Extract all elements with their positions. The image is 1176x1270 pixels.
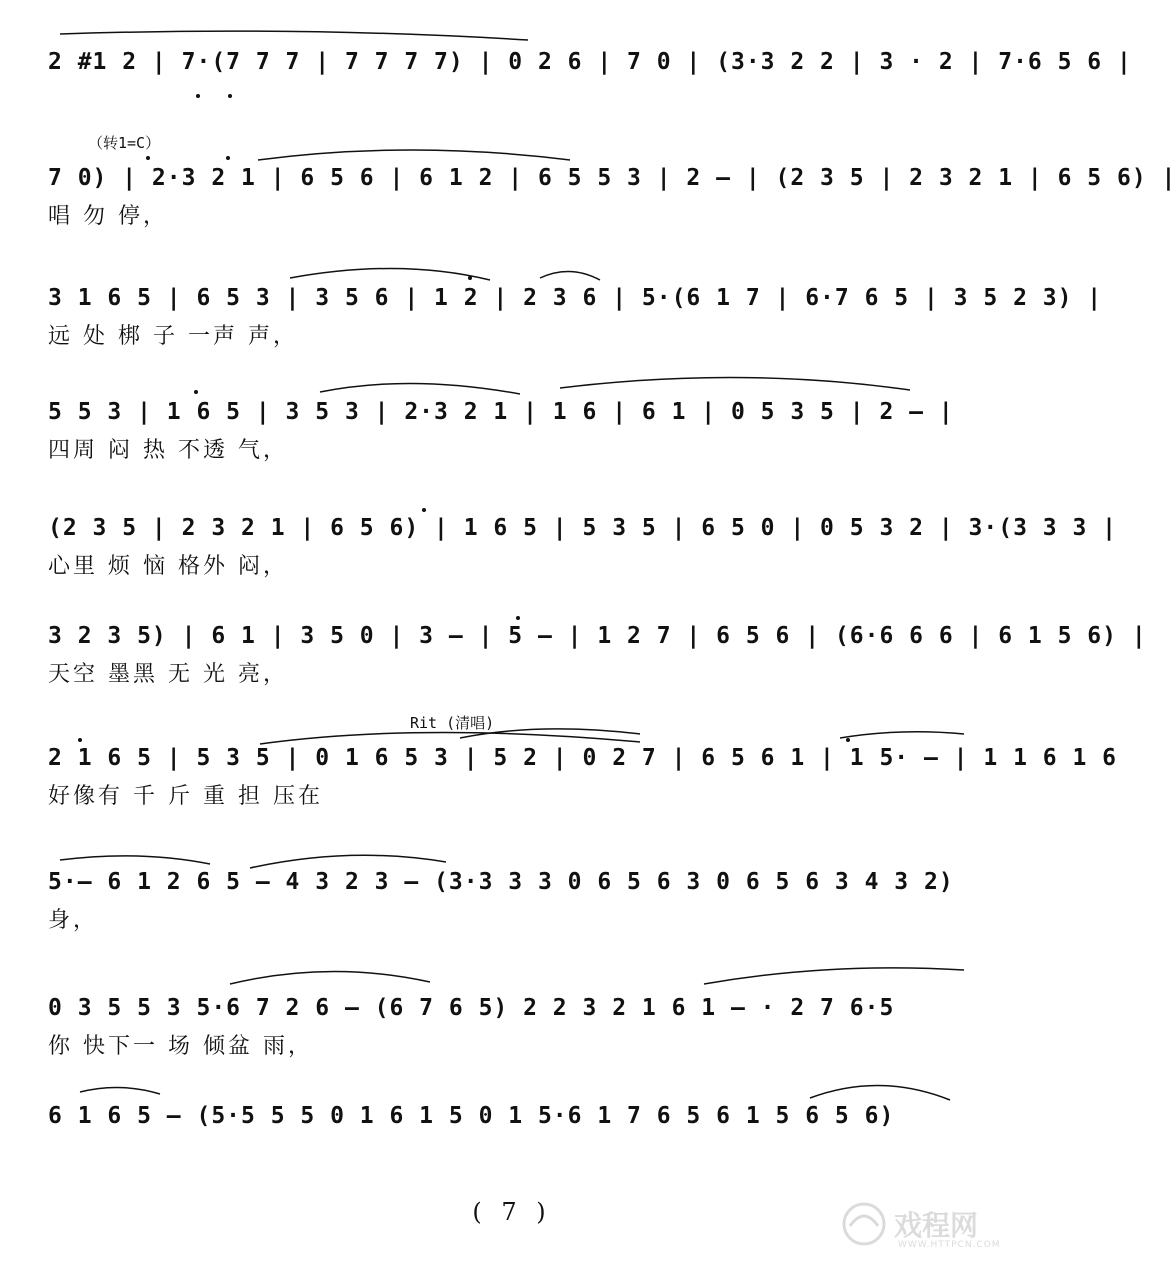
slur: [290, 268, 490, 280]
octave-dot: [226, 156, 230, 160]
notation-line: 6 1 6 5 — (5·5 5 5 0 1 6 1 5 0 1 5·6 1 7 6 5 6 1 5 6 5 6): [48, 1103, 895, 1129]
octave-dot: [194, 390, 198, 394]
slur: [230, 971, 430, 984]
slur: [560, 377, 910, 390]
notation-line: 3 2 3 5) | 6 1 | 3 5 0 | 3 — | 5 — | 1 2 7 | 6 5 6 | (6·6 6 6 | 6 1 5 6) |: [48, 623, 1147, 649]
lyrics-line: 四周 闷 热 不透 气，: [48, 438, 288, 463]
notation-line: 5·— 6 1 2 6 5 — 4 3 2 3 — (3·3 3 3 0 6 5 6 3 0 6 5 6 3 4 3 2): [48, 869, 954, 895]
octave-dot: [846, 738, 850, 742]
slur: [320, 383, 520, 394]
octave-dot: [422, 508, 426, 512]
slur: [540, 271, 600, 280]
slur: [810, 1085, 950, 1100]
slur: [80, 1087, 160, 1094]
watermark-logo-icon: [836, 1196, 892, 1252]
notation-line: 7 0) | 2·3 2 1 | 6 5 6 | 6 1 2 | 6 5 5 3 | 2 — | (2 3 5 | 2 3 2 1 | 6 5 6) |: [48, 165, 1176, 191]
lyrics-line: 心里 烦 恼 格外 闷，: [48, 554, 288, 579]
octave-dot: [146, 156, 150, 160]
lyrics-line: 远 处 梆 子 一声 声，: [48, 324, 298, 349]
page-number: ( 7 ): [472, 1198, 552, 1226]
notation-line: 3 1 6 5 | 6 5 3 | 3 5 6 | 1 2 | 2 3 6 | 5·(6 1 7 | 6·7 6 5 | 3 5 2 3) |: [48, 285, 1103, 311]
site-watermark: [836, 1192, 1016, 1262]
slur: [258, 150, 570, 160]
slur: [60, 856, 210, 864]
notation-line: 0 3 5 5 3 5·6 7 2 6 — (6 7 6 5) 2 2 3 2 1 6 1 — · 2 7 6·5: [48, 995, 895, 1021]
lyrics-line: 天空 墨黑 无 光 亮，: [48, 662, 288, 687]
slur: [460, 729, 640, 738]
octave-dot: [196, 94, 200, 98]
notation-line: (2 3 5 | 2 3 2 1 | 6 5 6) | 1 6 5 | 5 3 5 | 6 5 0 | 0 5 3 2 | 3·(3 3 3 |: [48, 515, 1117, 541]
lyrics-line: 你 快下一 场 倾盆 雨，: [48, 1034, 313, 1059]
key-change-marking: （转1=C）: [88, 134, 161, 152]
notation-line: 2 1 6 5 | 5 3 5 | 0 1 6 5 3 | 5 2 | 0 2 7 | 6 5 6 1 | 1 5· — | 1 1 6 1 6: [48, 745, 1117, 771]
slur: [250, 855, 446, 868]
octave-dot: [468, 276, 472, 280]
lyrics-line: 身，: [48, 908, 99, 933]
octave-dot: [78, 738, 82, 742]
octave-dot: [228, 94, 232, 98]
slur: [60, 31, 528, 40]
watermark-text: 戏程网: [894, 1209, 979, 1242]
notation-line: 2 #1 2 | 7·(7 7 7 | 7 7 7 7) | 0 2 6 | 7 0 | (3·3 2 2 | 3 · 2 | 7·6 5 6 |: [48, 49, 1132, 75]
notation-line: 5 5 3 | 1 6 5 | 3 5 3 | 2·3 2 1 | 1 6 | 6 1 | 0 5 3 5 | 2 — |: [48, 399, 954, 425]
octave-dot: [516, 616, 520, 620]
lyrics-line: 唱 勿 停，: [48, 204, 168, 229]
tempo-marking: Rit (清唱): [410, 714, 495, 732]
lyrics-line: 好像有 千 斤 重 担 压在: [48, 784, 323, 809]
slur: [260, 732, 640, 744]
slur: [840, 732, 964, 738]
slur: [704, 968, 964, 984]
watermark-url: WWW.HTTPCN.COM: [898, 1240, 1001, 1250]
